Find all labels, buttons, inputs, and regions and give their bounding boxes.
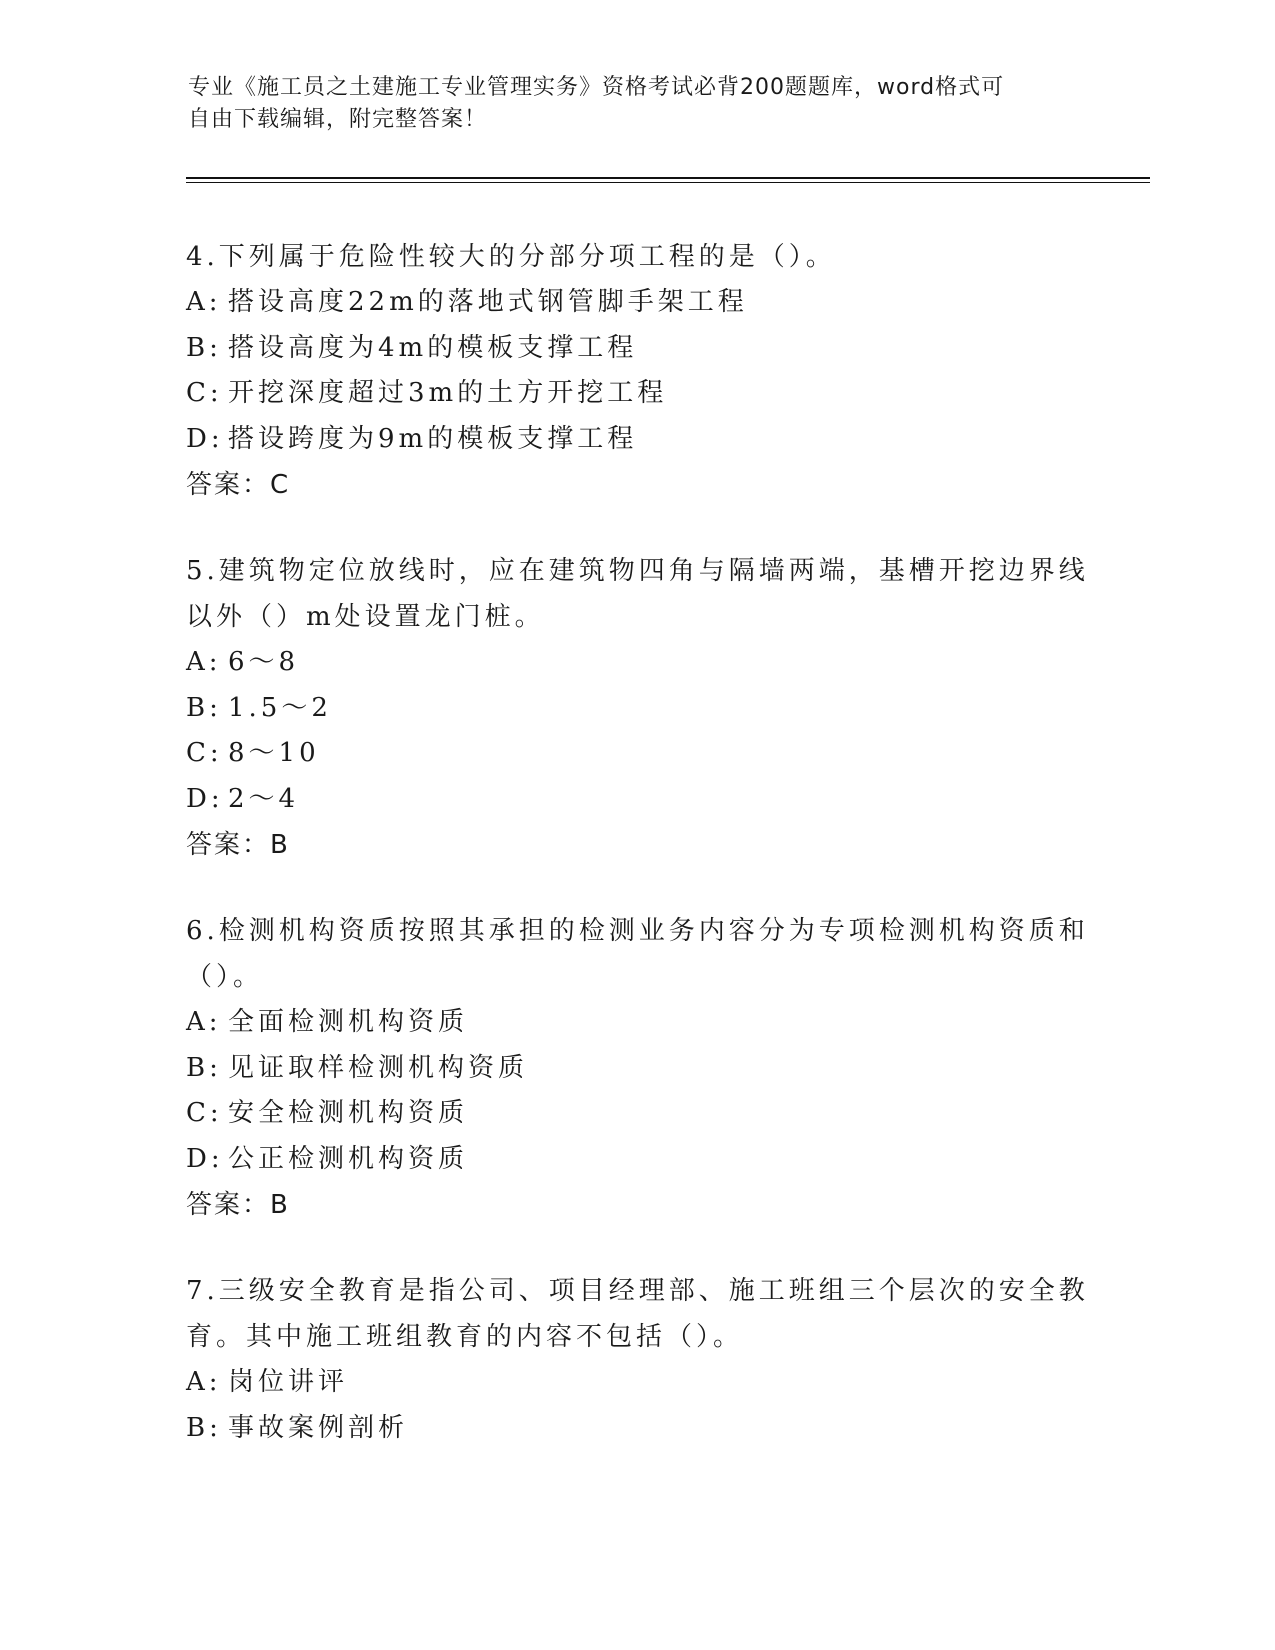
option-d	[186, 417, 1086, 463]
option-b	[186, 1046, 1086, 1092]
question-stem: 7.三级安全教育是指公司、项目经理部、施工班组三个层次的安全教	[186, 1276, 1089, 1306]
question-7	[186, 1268, 1089, 1451]
option-text: 搭设高度为4m的模板支撑工程	[228, 332, 638, 363]
option-key: A:	[186, 287, 222, 317]
option-key: D:	[186, 783, 224, 814]
option-key: A:	[186, 647, 222, 677]
option-b	[186, 326, 1086, 372]
question-4	[186, 234, 1086, 508]
answer-line: 答案：B	[186, 1190, 290, 1220]
option-b	[186, 686, 1086, 732]
option-c	[186, 731, 1086, 777]
option-key: C:	[186, 1098, 223, 1128]
option-text: 公正检测机构资质	[228, 1143, 469, 1174]
option-text: 全面检测机构资质	[228, 1007, 469, 1037]
option-c	[186, 1091, 1086, 1137]
question-stem-continued: （）。	[186, 962, 264, 992]
document-header	[188, 72, 1068, 136]
option-text: 搭设高度22m的落地式钢管脚手架工程	[228, 287, 748, 317]
option-c	[186, 371, 1086, 417]
answer-line: 答案：B	[186, 830, 290, 860]
option-a	[186, 1000, 1086, 1046]
header-line-1: 专业《施工员之土建施工专业管理实务》资格考试必背200题题库，word格式可	[188, 75, 1005, 100]
option-text: 安全检测机构资质	[228, 1098, 469, 1128]
option-key: C:	[186, 738, 223, 768]
option-d	[186, 777, 1086, 823]
question-stem: 5.建筑物定位放线时，应在建筑物四角与隔墙两端，基槽开挖边界线	[186, 556, 1089, 586]
question-stem-continued: 以外（）m处设置龙门桩。	[186, 602, 545, 632]
option-text: 1.5～2	[228, 692, 332, 723]
option-key: C:	[186, 378, 223, 408]
header-line-2: 自由下载编辑，附完整答案！	[188, 107, 488, 132]
option-key: A:	[186, 1007, 222, 1037]
option-b	[186, 1406, 1086, 1452]
option-text: 搭设跨度为9m的模板支撑工程	[228, 423, 638, 454]
option-key: D:	[186, 423, 224, 454]
answer-line: 答案：C	[186, 470, 291, 500]
option-key: D:	[186, 1143, 224, 1174]
option-a	[186, 280, 1086, 326]
question-stem: 6.检测机构资质按照其承担的检测业务内容分为专项检测机构资质和	[186, 916, 1089, 946]
question-stem-continued: 育。其中施工班组教育的内容不包括（）。	[186, 1322, 744, 1352]
option-text: 事故案例剖析	[228, 1412, 409, 1443]
question-5	[186, 548, 1089, 868]
option-a	[186, 640, 1086, 686]
option-text: 6～8	[228, 647, 300, 677]
option-key: B:	[186, 1412, 222, 1443]
question-6	[186, 908, 1089, 1228]
option-text: 岗位讲评	[228, 1367, 349, 1397]
option-d	[186, 1137, 1086, 1183]
option-text: 2～4	[228, 783, 300, 814]
question-stem: 4.下列属于危险性较大的分部分项工程的是（）。	[186, 242, 836, 272]
question-list	[186, 234, 1089, 1491]
option-text: 见证取样检测机构资质	[228, 1052, 529, 1083]
option-key: B:	[186, 1052, 222, 1083]
option-key: B:	[186, 692, 222, 723]
header-divider	[186, 177, 1150, 183]
option-key: A:	[186, 1367, 222, 1397]
option-text: 8～10	[228, 738, 320, 768]
option-text: 开挖深度超过3m的土方开挖工程	[228, 378, 668, 408]
option-key: B:	[186, 332, 222, 363]
option-a	[186, 1360, 1086, 1406]
